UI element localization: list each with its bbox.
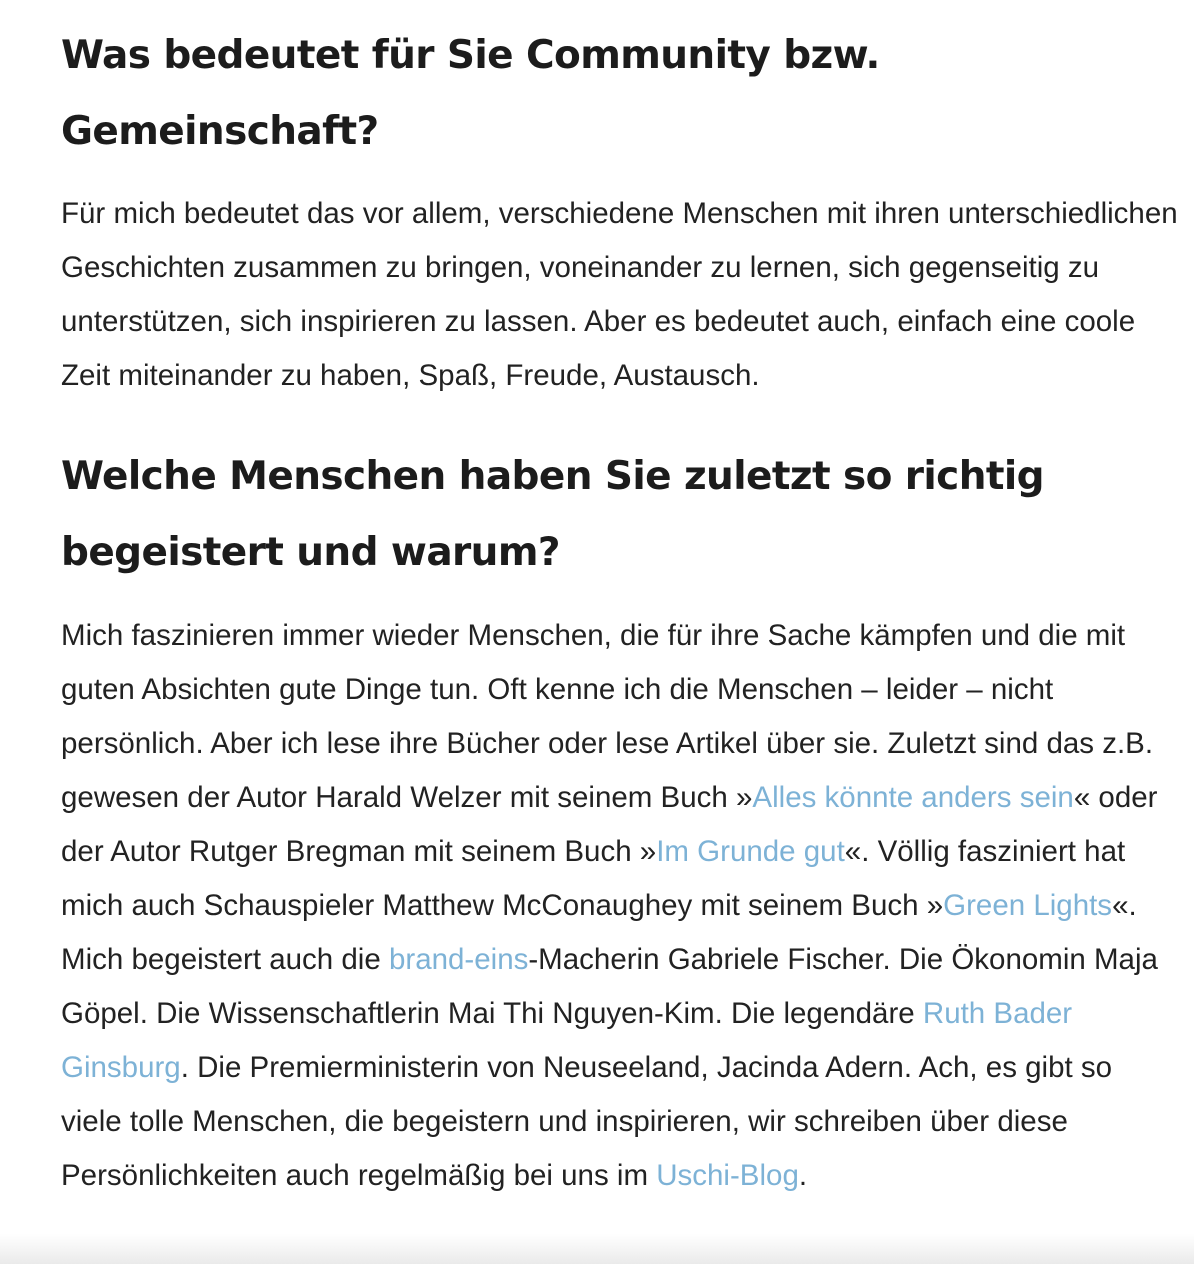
link-im-grunde-gut[interactable]: Im Grunde gut [656,835,845,868]
paragraph-text: «. Mich begeistert auch die [61,889,1137,976]
link-alles-koennte-anders-sein[interactable]: Alles könnte anders sein [752,781,1074,814]
paragraph-text: «. Völlig fasziniert hat mich auch Schauspieler Matthew McConaughey mit seinem Buch » [61,835,1126,922]
paragraph-text: « oder der Autor Rutger Bregman mit seinem Buch » [61,781,1158,868]
section-heading-community: Was bedeutet für Sie Community bzw. Gemeinschaft? [61,33,880,154]
section-paragraph-community: Für mich bedeutet das vor allem, verschiedene Menschen mit ihren unterschiedlichen Geschichten zusammen zu bringen, voneinander zu lernen, sich gegenseitig zu unterstützen, sich inspirieren zu lassen. Aber es bedeutet auch, einfach eine coole Zeit miteinander zu haben, Spaß, Freude, Austausch. [61,197,1178,392]
section-heading-people: Welche Menschen haben Sie zuletzt so richtig begeistert und warum? [61,454,1044,575]
paragraph-text: . [798,1159,808,1192]
link-ruth-bader-ginsburg[interactable]: Ruth Bader Ginsburg [61,997,1073,1084]
link-green-lights[interactable]: Green Lights [943,889,1113,922]
article-content [61,18,1179,1203]
paragraph-text: -Macherin Gabriele Fischer. Die Ökonomin Maja Göpel. Die Wissenschaftlerin Mai Thi Nguyen-Kim. Die legendäre [61,943,1158,1030]
link-brand-eins[interactable]: brand-eins [388,943,529,976]
link-uschi-blog[interactable]: Uschi-Blog [656,1159,799,1192]
paragraph-text: Mich faszinieren immer wieder Menschen, die für ihre Sache kämpfen und die mit guten Absichten gute Dinge tun. Oft kenne ich die Menschen – leider – nicht persönlich. Aber ich lese ihre Bücher oder lese Artikel über sie. Zuletzt sind das z.B. gewesen der Autor Harald Welzer mit seinem Buch » [61,619,1154,814]
paragraph-text: . Die Premierministerin von Neuseeland, Jacinda Adern. Ach, es gibt so viele tolle Menschen, die begeistern und inspirieren, wir schreiben über diese Persönlichkeiten auch regelmäßig bei uns im [61,1051,1113,1192]
bottom-scroll-fade [0,1234,1194,1264]
section-paragraph-people [61,609,1179,1203]
